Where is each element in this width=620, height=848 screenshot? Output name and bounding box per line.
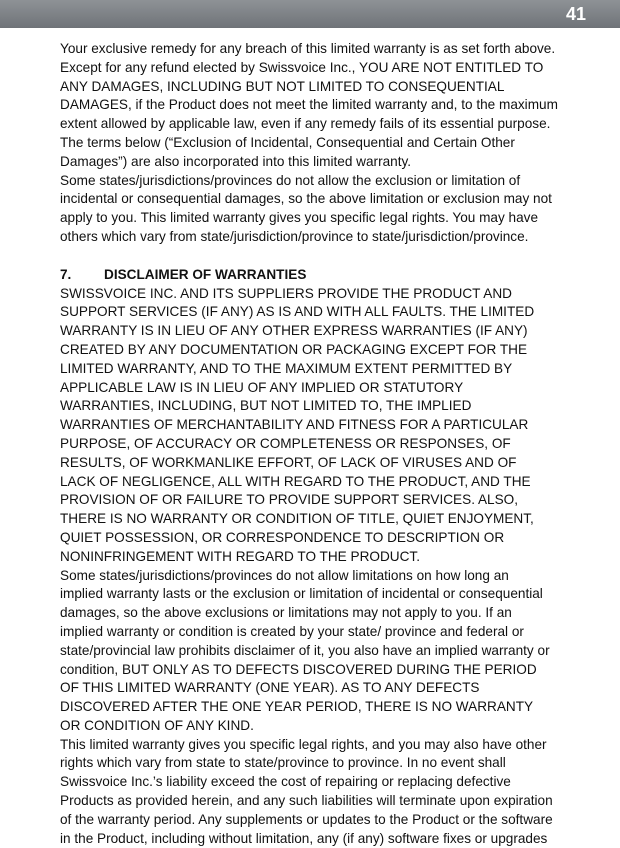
text-line: PROVISION OF OR FAILURE TO PROVIDE SUPPORT SERVICES. ALSO, [60,492,519,508]
text-line: Some states/jurisdictions/provinces do not allow limitations on how long an [60,567,509,583]
text-line: RESULTS, OF WORKMANLIKE EFFORT, OF LACK OF VIRUSES AND OF [60,454,517,470]
text-line: OR CONDITION OF ANY KIND. [60,717,254,733]
text-line: WARRANTIES OF MERCHANTABILITY AND FITNESS FOR A PARTICULAR [60,417,529,433]
text-line: others which vary from state/jurisdiction/province to state/jurisdiction/province. [60,228,529,244]
text-line: Products as provided herein, and any such liabilities will terminate upon expiration [60,793,553,809]
text-line: WARRANTIES, INCLUDING, BUT NOT LIMITED TO, THE IMPLIED [60,398,472,414]
section-heading-disclaimer [60,266,588,285]
text-line: Damages”) are also incorporated into this limited warranty. [60,153,412,169]
page-header-bar [0,0,620,28]
text-line: condition, BUT ONLY AS TO DEFECTS DISCOVERED DURING THE PERIOD [60,661,537,677]
section-title: DISCLAIMER OF WARRANTIES [104,266,307,282]
text-line: THERE IS NO WARRANTY OR CONDITION OF TITLE, QUIET ENJOYMENT, [60,511,534,527]
text-line: QUIET POSSESSION, OR CORRESPONDENCE TO DESCRIPTION OR [60,529,505,545]
paragraph-exclusive-remedy [60,40,588,247]
text-line: LACK OF NEGLIGENCE, ALL WITH REGARD TO THE PRODUCT, AND THE [60,473,531,489]
document-body [60,40,588,848]
text-line: Some states/jurisdictions/provinces do not allow the exclusion or limitation of [60,172,521,188]
text-line: PURPOSE, OF ACCURACY OR COMPLETENESS OR RESPONSES, OF [60,435,511,451]
text-line: Swissvoice Inc.’s liability exceed the cost of repairing or replacing defective [60,774,511,790]
text-line: rights which vary from state to state/province to province. In no event shall [60,755,506,771]
text-line: extent allowed by applicable law, even if any remedy fails of its essential purpose. [60,116,551,132]
text-line: apply to you. This limited warranty gives you specific legal rights. You may have [60,210,539,226]
text-line: The terms below (“Exclusion of Incidental, Consequential and Certain Other [60,134,515,150]
paragraph-disclaimer [60,285,588,567]
text-line: Except for any refund elected by Swissvoice Inc., YOU ARE NOT ENTITLED TO [60,59,544,75]
text-line: Your exclusive remedy for any breach of this limited warranty is as set forth above. [60,41,556,56]
text-line: SWISSVOICE INC. AND ITS SUPPLIERS PROVIDE THE PRODUCT AND [60,285,512,301]
text-line: This limited warranty gives you specific legal rights, and you may also have other [60,736,547,752]
text-line: ANY DAMAGES, INCLUDING BUT NOT LIMITED TO CONSEQUENTIAL [60,78,505,94]
page-number: 41 [565,4,586,24]
text-line: implied warranty or condition is created by your state/ province and federal or [60,623,524,639]
text-line: incidental or consequential damages, so the above limitation or exclusion may not [60,191,552,207]
text-line: state/provincial law prohibits disclaimer of it, you also have an implied warranty or [60,642,550,658]
text-line: WARRANTY IS IN LIEU OF ANY OTHER EXPRESS WARRANTIES (IF ANY) [60,323,528,339]
paragraph-legal-rights [60,736,588,848]
text-line: in the Product, including without limitation, any (if any) software fixes or upgrades [60,830,548,846]
text-line: NONINFRINGEMENT WITH REGARD TO THE PRODUCT. [60,548,421,564]
paragraph-implied-warranty [60,567,588,736]
text-line: APPLICABLE LAW IS IN LIEU OF ANY IMPLIED OR STATUTORY [60,379,464,395]
text-line: DISCOVERED AFTER THE ONE YEAR PERIOD, THERE IS NO WARRANTY [60,699,534,715]
text-line: LIMITED WARRANTY, AND TO THE MAXIMUM EXTENT PERMITTED BY [60,360,513,376]
text-line: CREATED BY ANY DOCUMENTATION OR PACKAGING EXCEPT FOR THE [60,341,528,357]
text-line: of the warranty period. Any supplements or updates to the Product or the software [60,811,553,827]
text-line: damages, so the above exclusions or limitations may not apply to you. If an [60,605,512,621]
section-number: 7. [60,266,72,282]
text-line: OF THIS LIMITED WARRANTY (ONE YEAR). AS TO ANY DEFECTS [60,680,480,696]
text-line: DAMAGES, if the Product does not meet the limited warranty and, to the maximum [60,97,558,113]
text-line: SUPPORT SERVICES (IF ANY) AS IS AND WITH ALL FAULTS. THE LIMITED [60,304,535,320]
text-line: implied warranty lasts or the exclusion or limitation of incidental or consequential [60,586,543,602]
